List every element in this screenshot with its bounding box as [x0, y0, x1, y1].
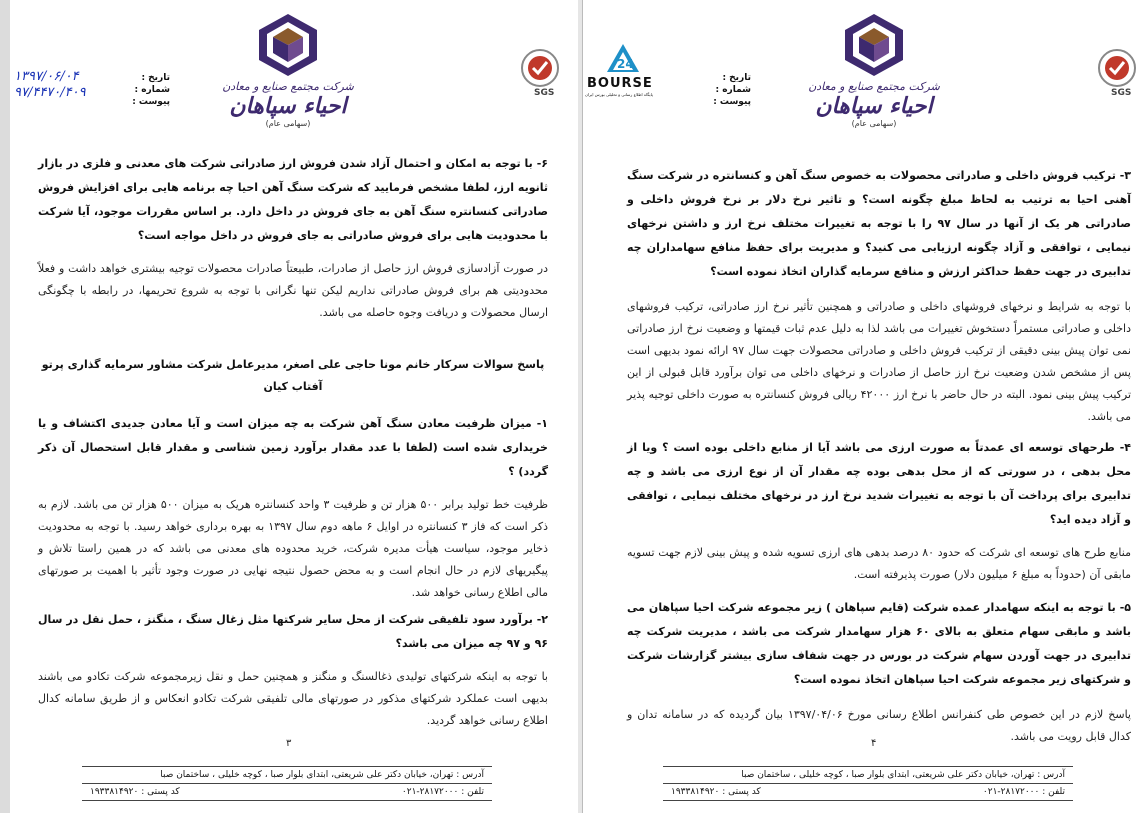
company-logo-icon [841, 12, 907, 78]
date-label: تاریخ : [722, 73, 751, 83]
company-brand [774, 80, 974, 128]
date-label: تاریخ : [141, 73, 170, 83]
letter-meta [641, 72, 751, 108]
company-name-line2: احیاء سپاهان [229, 93, 347, 119]
footer-postal: کد پستی : ۱۹۳۳۸۱۴۹۲۰ [90, 787, 180, 797]
company-name-line1: شرکت مجتمع صنایع و معادن [222, 80, 354, 93]
handwritten-date: ۱۳۹۷/۰۶/۰۴ [14, 69, 79, 84]
answer-4: منابع طرح های توسعه ای شرکت که حدود ۸۰ درصد بدهی های ارزی تسویه شده و پیش بینی لازم جهت تسویه مابقی آن (حدوداً به مبلغ ۶ میلیون دلار) صورت پذیرفته است. [627, 546, 1131, 581]
company-name-line1: شرکت مجتمع صنایع و معادن [808, 80, 940, 93]
document-page-right [582, 0, 1145, 813]
letter-footer [82, 766, 492, 801]
company-name-line2: احیاء سپاهان [815, 93, 933, 119]
answer-2: با توجه به اینکه شرکتهای تولیدی ذغالسنگ و منگنز و همچنین حمل و نقل زیرمجموعه شرکت تکادو می باشند بدیهی است عملکرد شرکتهای مذکور در صورتهای مالی تلفیقی شرکت تکادو انعکاس و از طریق سامانه کدال اطلاع رسانی خواهد گردید. [38, 670, 548, 727]
company-name-line3: (سهامی عام) [265, 119, 311, 128]
question-6: ۶- با توجه به امکان و احتمال آزاد شدن فروش ارز صادراتی شرکت های معدنی و فلزی در بازار ثانویه ارز، لطفا مشخص فرمایید که شرکت سنگ آهن احیا چه برنامه هایی برای افزایش فروش صادراتی کنسانتره سنگ آهن به جای فروش در داخل دارد. بر اساس مقررات موجود، آیا شرکت با محدودیت هایی برای فروش صادراتی به جای فروش در داخل مواجه است؟ [38, 157, 548, 242]
footer-phone: تلفن : ۲۸۱۷۲۰۰۰-۰۲۱ [982, 787, 1065, 797]
document-page-left [10, 0, 578, 813]
answer-6: در صورت آزادسازی فروش ارز حاصل از صادرات، طبیعتاً صادرات محصولات توجیه بیشتری خواهد داشت و فعلاً محدودیتی هم برای فروش صادراتی نداریم لیکن تنها نگرانی با توجه به شروع تحریمها، در رابطه با چگونگی ارسال محصولات و دریافت وجوه حاصله می باشد. [38, 262, 548, 319]
sgs-certificate-icon [1095, 46, 1143, 94]
left-page-body [38, 152, 548, 732]
number-label: شماره : [134, 85, 170, 95]
bourse-word: BOURSE [587, 76, 653, 91]
answer-5: پاسخ لازم در این خصوص طی کنفرانس اطلاع رسانی مورخ ۱۳۹۷/۰۴/۰۶ بیان گردیده که در سامانه تدان و کدال قابل رویت می باشد. [627, 708, 1131, 743]
svg-text:24: 24 [617, 57, 634, 71]
question-4: ۴- طرحهای توسعه ای عمدتاً به صورت ارزی می باشد آیا از منابع داخلی بوده است ؟ ویا از محل بدهی ، در سورتی که از محل بدهی بوده چه مقدار آن از نوع ارزی می باشد و چه تدابیری برای پرداخت آن با توجه به تغییرات شدید نرخ ارز در نرخهای مختلف نیمایی ، توافقی و آزاد دیده اید؟ [627, 441, 1131, 526]
company-logo-icon [255, 12, 321, 78]
footer-address: آدرس : تهران، خیابان دکتر علی شریعتی، ابتدای بلوار صبا ، کوچه خلیلی ، ساختمان صبا [160, 770, 484, 780]
right-page-body [627, 164, 1131, 748]
letter-footer [663, 766, 1073, 801]
footer-address: آدرس : تهران، خیابان دکتر علی شریعتی، ابتدای بلوار صبا ، کوچه خلیلی ، ساختمان صبا [741, 770, 1065, 780]
footer-postal: کد پستی : ۱۹۳۳۸۱۴۹۲۰ [671, 787, 761, 797]
company-name-line3: (سهامی عام) [851, 119, 897, 128]
attachment-label: پیوست : [713, 97, 751, 107]
question-3: ۳- ترکیب فروش داخلی و صادراتی محصولات به خصوص سنگ آهن و کنسانتره در شرکت سنگ آهنی احیا به ترتیب به لحاظ مبلغ چگونه است؟ و تاثیر نرخ دلار بر نرخ فروش داخلی و صادراتی هر یک از آنها در سال ۹۷ را با توجه به تغییرات مختلف نرخ ارز و داشتن نرخهای نیمایی ، توافقی و آزاد چگونه ارزیابی می کنید؟ و مدیریت برای حفظ منافع سهامداران چه تدابیری در جهت حفظ حداکثر ارزش و منافع سرمایه گذاران اتخاذ نموده است؟ [627, 169, 1131, 278]
company-brand [188, 80, 388, 128]
sgs-certificate-icon [518, 46, 566, 94]
page-number: ۴ [871, 738, 877, 749]
bourse-subtitle: پایگاه اطلاع رسانی و تحلیلی بورس ایران [585, 92, 653, 97]
answer-1: ظرفیت خط تولید برابر ۵۰۰ هزار تن و ظرفیت ۳ واحد کنسانتره هریک به میزان ۵۰۰ هزار تن می باشد. لازم به ذکر است که فاز ۳ کنسانتره در اوایل ۶ ماهه دوم سال ۱۳۹۷ به بهره برداری خواهد رسید. با توجه به محدودیت ذخایر موجود، سیاست هیأت مدیره شرکت، خرید محدوده های معدنی می باشد که در همین راستا تلاش و پیگیریهای لازم در حال انجام است و به محض حصول نتیجه نهایی در صورت وجود تأثیر با اهمیت بر صورتهای مالی اطلاع رسانی خواهد شد. [38, 498, 549, 599]
section-heading: پاسخ سوالات سرکار خانم مونا حاجی علی اصغر، مدیرعامل شرکت مشاور سرمایه گذاری پرتو آفتاب کیان [41, 358, 545, 393]
question-5: ۵- با توجه به اینکه سهامدار عمده شرکت (قایم سپاهان ) زیر مجموعه شرکت احیا سپاهان می باشد و مابقی سهام متعلق به بالای ۶۰ هزار سهامدار شرکت می باشد ، مدیریت شرکت چه تدابیری در جهت آوردن سهام شرکت در بورس در جهت شفاف سازی بیشتر گزارشات شرکت و شرکتهای زیر مجموعه شرکت احیا سپاهان اتخاذ نموده است؟ [627, 601, 1131, 686]
question-1: ۱- میزان ظرفیت معادن سنگ آهن شرکت به چه میزان است و آیا معادن جدیدی اکتشاف و یا خریداری شده است (لطفا با عدد مقدار برآورد زمین شناسی و مقدار قابل استحصال آن ذکر گردد) ؟ [38, 417, 548, 478]
page-number: ۳ [286, 738, 292, 749]
answer-3: با توجه به شرایط و نرخهای فروشهای داخلی و صادراتی و همچنین تأثیر نرخ ارز صادراتی، ترکیب فروشهای داخلی و صادراتی مستمراً دستخوش تغییرات می باشد لذا به دلیل عدم ثبات قیمتها و وضعیت نرخ ارز صادراتی نمی توان پیش بینی دقیقی از ترکیب فروش داخلی و صادراتی محصولات جهت سال ۹۷ ارائه نمود بدیهی است پس از مشخص شدن وضعیت نرخ ارز حاصل از صادرات و نرخهای داخلی می توان برآورد قابل قبولی از این ترکیب پیش بینی نمود. البته در حال حاضر با نرخ ارز ۴۲۰۰۰ ریالی فروش کنسانتره به صورت داخلی توجیه پذیر می باشد. [627, 300, 1132, 423]
number-label: شماره : [715, 85, 751, 95]
footer-phone: تلفن : ۲۸۱۷۲۰۰۰-۰۲۱ [401, 787, 484, 797]
attachment-label: پیوست : [132, 97, 170, 107]
handwritten-number: ۹۷/۴۴۷۰/۴۰۹ [14, 85, 86, 100]
sgs-label: SGS [1111, 88, 1132, 98]
sgs-label: SGS [534, 88, 555, 98]
question-2: ۲- برآورد سود تلفیقی شرکت از محل سایر شرکتها مثل زغال سنگ ، منگنز ، حمل نقل در سال ۹۶ و ۹۷ چه میزان می باشد؟ [38, 613, 548, 650]
